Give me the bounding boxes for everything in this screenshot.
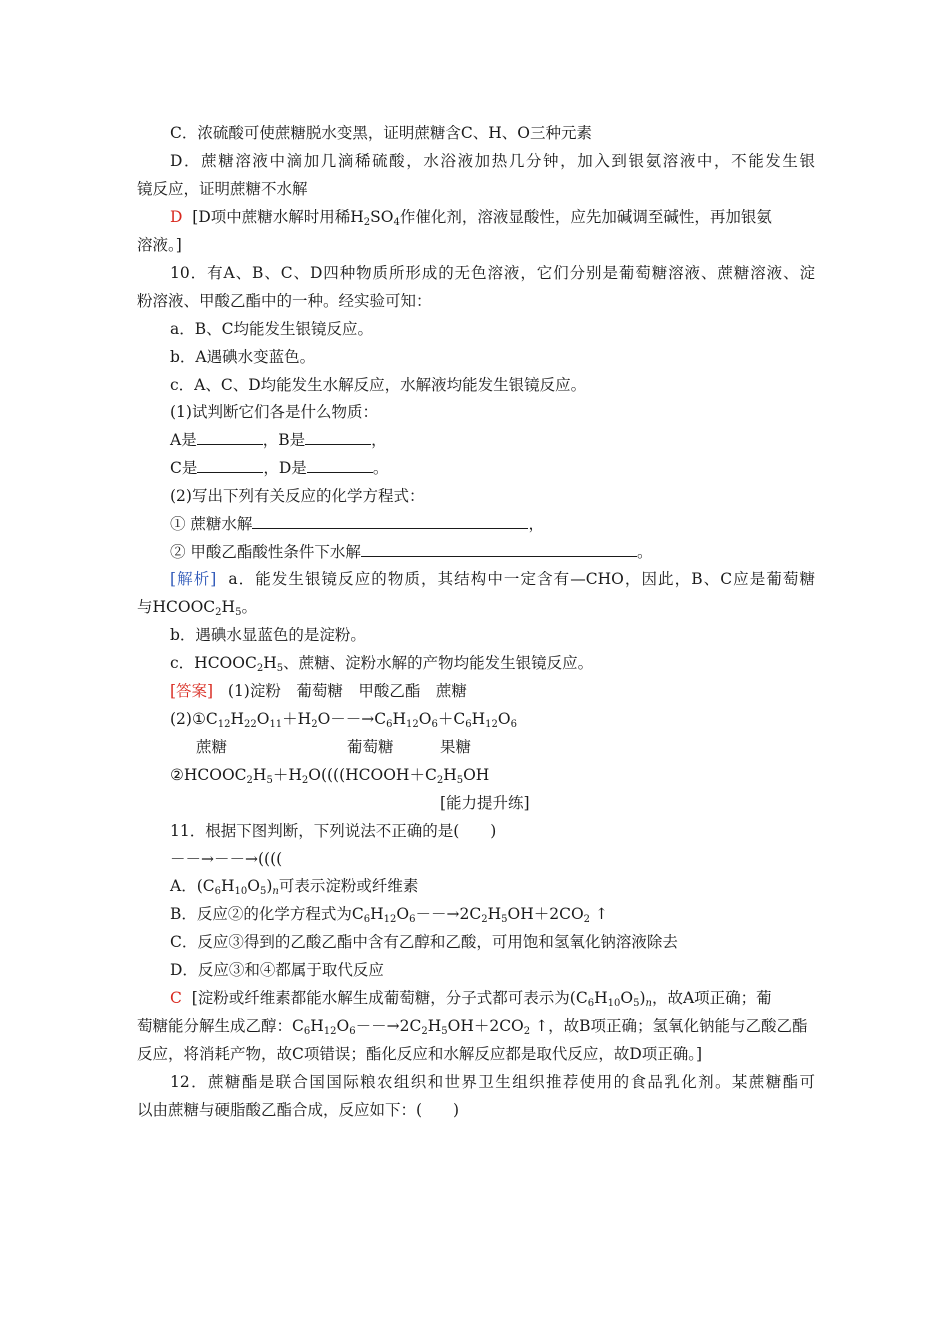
q12-stem-line1: 12．蔗糖酯是联合国国际粮农组织和世界卫生组织推荐使用的食品乳化剂。某蔗糖酯可 <box>170 1073 815 1091</box>
eq-name-sucrose: 蔗糖 <box>196 738 228 756</box>
answer-blank-c[interactable] <box>197 458 263 473</box>
eq-name-fructose: 果糖 <box>440 738 472 756</box>
q10-blank-ab: A是 ，B是 ， <box>170 431 387 449</box>
answer-blank-equation-2[interactable] <box>361 542 637 557</box>
q11-option-d: D．反应③和④都属于取代反应 <box>170 961 384 979</box>
q12-stem-line2: 以由蔗糖与硬脂酸乙酯合成，反应如下：( ) <box>137 1101 460 1119</box>
q10-analysis-c: c．$HCOOC_2H_5$、蔗糖、淀粉水解的产物均能发生银镜反应。 <box>170 654 594 674</box>
q10-equation-1: ① 蔗糖水解 ， <box>170 515 544 533</box>
q9-answer-letter: D <box>170 208 183 226</box>
q10-analysis-b: b．遇碘水显蓝色的是淀粉。 <box>170 626 366 644</box>
q10-stem-line1: 10．有A、B、C、D四种物质所形成的无色溶液，它们分别是葡萄糖溶液、蔗糖溶液、淀 <box>170 264 815 282</box>
q10-answer-equation-2: $②HCOOC_2H_5+H_2O((((HCOOH+C_2H_5OH$ <box>170 766 490 786</box>
q10-answer-1: [答案] (1)淀粉 葡萄糖 甲酸乙酯 蔗糖 <box>170 682 467 700</box>
q11-answer-letter: C <box>170 989 182 1007</box>
answer-blank-d[interactable] <box>307 458 373 473</box>
q9-analysis-line2: 溶液。] <box>137 236 182 254</box>
q10-condition-b: b．A遇碘水变蓝色。 <box>170 348 316 366</box>
q10-blank-cd: C是 ，D是 。 <box>170 459 389 477</box>
answer-blank-a[interactable] <box>197 430 263 445</box>
q10-condition-c: c．A、C、D均能发生水解反应，水解液均能发生银镜反应。 <box>170 376 587 394</box>
q10-stem-line2: 粉溶液、甲酸乙酯中的一种。经实验可知： <box>137 292 432 310</box>
q11-analysis-line3: 反应，将消耗产物，故C项错误；酯化反应和水解反应都是取代反应，故D项正确。] <box>137 1045 703 1063</box>
eq-name-glucose: 葡萄糖 <box>347 738 394 756</box>
analysis-tag: [解析] <box>170 570 217 588</box>
q11-analysis-line2: 萄糖能分解生成乙醇：$C_6H_{12}O_6--\to 2C_2H_5OH+2CO_2$ ↑，故B项正确；氢氧化钠能与乙酸乙酯 <box>137 1017 808 1037</box>
answer-blank-equation-1[interactable] <box>252 514 528 529</box>
q11-option-a: A．$(C_6H_{10}O_5)_n$可表示淀粉或纤维素 <box>170 877 419 897</box>
q10-subquestion-2: (2)写出下列有关反应的化学方程式： <box>170 487 425 505</box>
q9-option-d-line2: 镜反应，证明蔗糖不水解 <box>137 180 308 198</box>
q9-analysis-line1: D [D项中蔗糖水解时用稀$H_2SO_4$作催化剂，溶液显酸性，应先加碱调至碱性，再加银氨 <box>170 208 772 228</box>
q10-analysis-line1: [解析] a．能发生银镜反应的物质，其结构中一定含有—CHO，因此，B、C应是葡萄糖 <box>170 570 815 588</box>
section-heading: [能力提升练] <box>440 794 530 812</box>
q11-analysis-line1: C [淀粉或纤维素都能水解生成葡萄糖，分子式都可表示为$(C_6H_{10}O_5)_n$，故A项正确；葡 <box>170 989 772 1009</box>
q11-option-b: B．反应②的化学方程式为$C_6H_{12}O_6--\to 2C_2H_5OH+2CO_2$ ↑ <box>170 905 608 925</box>
q10-analysis-line2: 与$HCOOC_2H_5$。 <box>137 598 257 618</box>
answer-blank-b[interactable] <box>305 430 371 445</box>
q10-equation-2: ② 甲酸乙酯酸性条件下水解 。 <box>170 543 653 561</box>
q9-option-d-line1: D．蔗糖溶液中滴加几滴稀硫酸，水浴液加热几分钟，加入到银氨溶液中，不能发生银 <box>170 152 815 170</box>
answer-tag: [答案] <box>170 682 214 700</box>
q11-diagram: －－→－－→(((( <box>170 850 283 868</box>
q10-subquestion-1: (1)试判断它们各是什么物质： <box>170 403 378 421</box>
q11-stem: 11．根据下图判断，下列说法不正确的是( ) <box>170 822 497 840</box>
q11-option-c: C．反应③得到的乙酸乙酯中含有乙醇和乙酸，可用饱和氢氧化钠溶液除去 <box>170 933 678 951</box>
q10-condition-a: a．B、C均能发生银镜反应。 <box>170 320 373 338</box>
q9-option-c: C．浓硫酸可使蔗糖脱水变黑，证明蔗糖含C、H、O三种元素 <box>170 124 592 142</box>
q10-answer-equation-1: $(2)①C_{12}H_{22}O_{11}+H_2O--\to C_6H_{12}O_6+C_6H_{12}O_6$ <box>170 710 517 730</box>
